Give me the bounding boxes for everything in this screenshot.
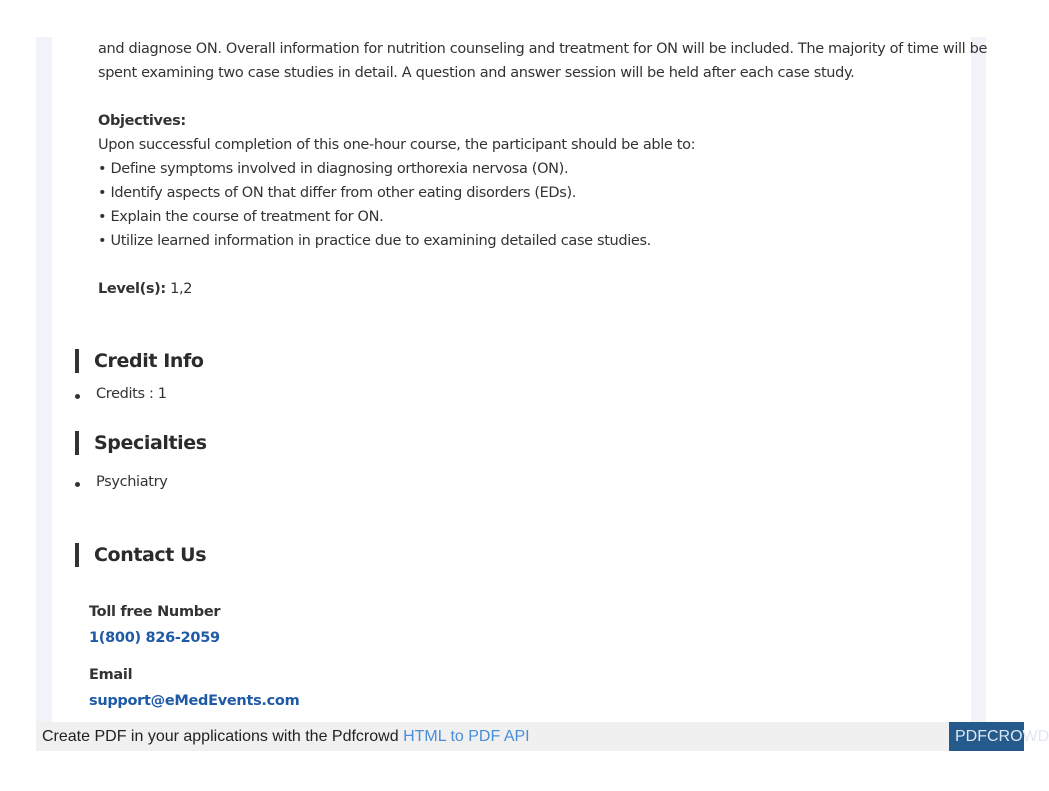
specialty-item: Psychiatry xyxy=(96,474,168,490)
bullet-dot xyxy=(75,482,80,487)
levels-label: Level(s): xyxy=(98,281,166,297)
objective-item: • Utilize learned information in practice due to examining detailed case studies. xyxy=(98,233,651,249)
phone-link[interactable]: 1(800) 826-2059 xyxy=(89,630,220,646)
specialties-heading-bar xyxy=(75,431,79,455)
objectives-heading: Objectives: xyxy=(98,113,186,129)
levels-value: 1,2 xyxy=(170,281,193,297)
description-line-2: spent examining two case studies in detail. A question and answer session will be held after each case study. xyxy=(98,65,855,81)
footer-text-line xyxy=(42,728,530,746)
footer-text: Create PDF in your applications with the Pdfcrowd xyxy=(42,728,399,745)
credit-info-heading: Credit Info xyxy=(94,350,204,372)
objective-item: • Define symptoms involved in diagnosing orthorexia nervosa (ON). xyxy=(98,161,569,177)
credit-item: Credits : 1 xyxy=(96,386,167,402)
footer-link[interactable]: HTML to PDF API xyxy=(403,728,530,745)
email-label: Email xyxy=(89,667,133,683)
objectives-intro: Upon successful completion of this one-hour course, the participant should be able to: xyxy=(98,137,696,153)
levels xyxy=(98,281,192,297)
footer-badge[interactable] xyxy=(949,722,1049,751)
contact-heading: Contact Us xyxy=(94,544,207,566)
email-link[interactable]: support@eMedEvents.com xyxy=(89,693,300,709)
objective-item: • Identify aspects of ON that differ from other eating disorders (EDs). xyxy=(98,185,577,201)
footer-badge-label: PDFCROWD xyxy=(955,728,1049,745)
bullet-dot xyxy=(75,394,80,399)
contact-heading-bar xyxy=(75,543,79,567)
phone-label: Toll free Number xyxy=(89,604,221,620)
pdf-footer xyxy=(36,722,1049,751)
specialties-heading: Specialties xyxy=(94,432,207,454)
description-line-1: and diagnose ON. Overall information for nutrition counseling and treatment for ON will be included. The majority of time will be xyxy=(98,41,988,57)
objective-item: • Explain the course of treatment for ON. xyxy=(98,209,384,225)
credit-info-heading-bar xyxy=(75,349,79,373)
